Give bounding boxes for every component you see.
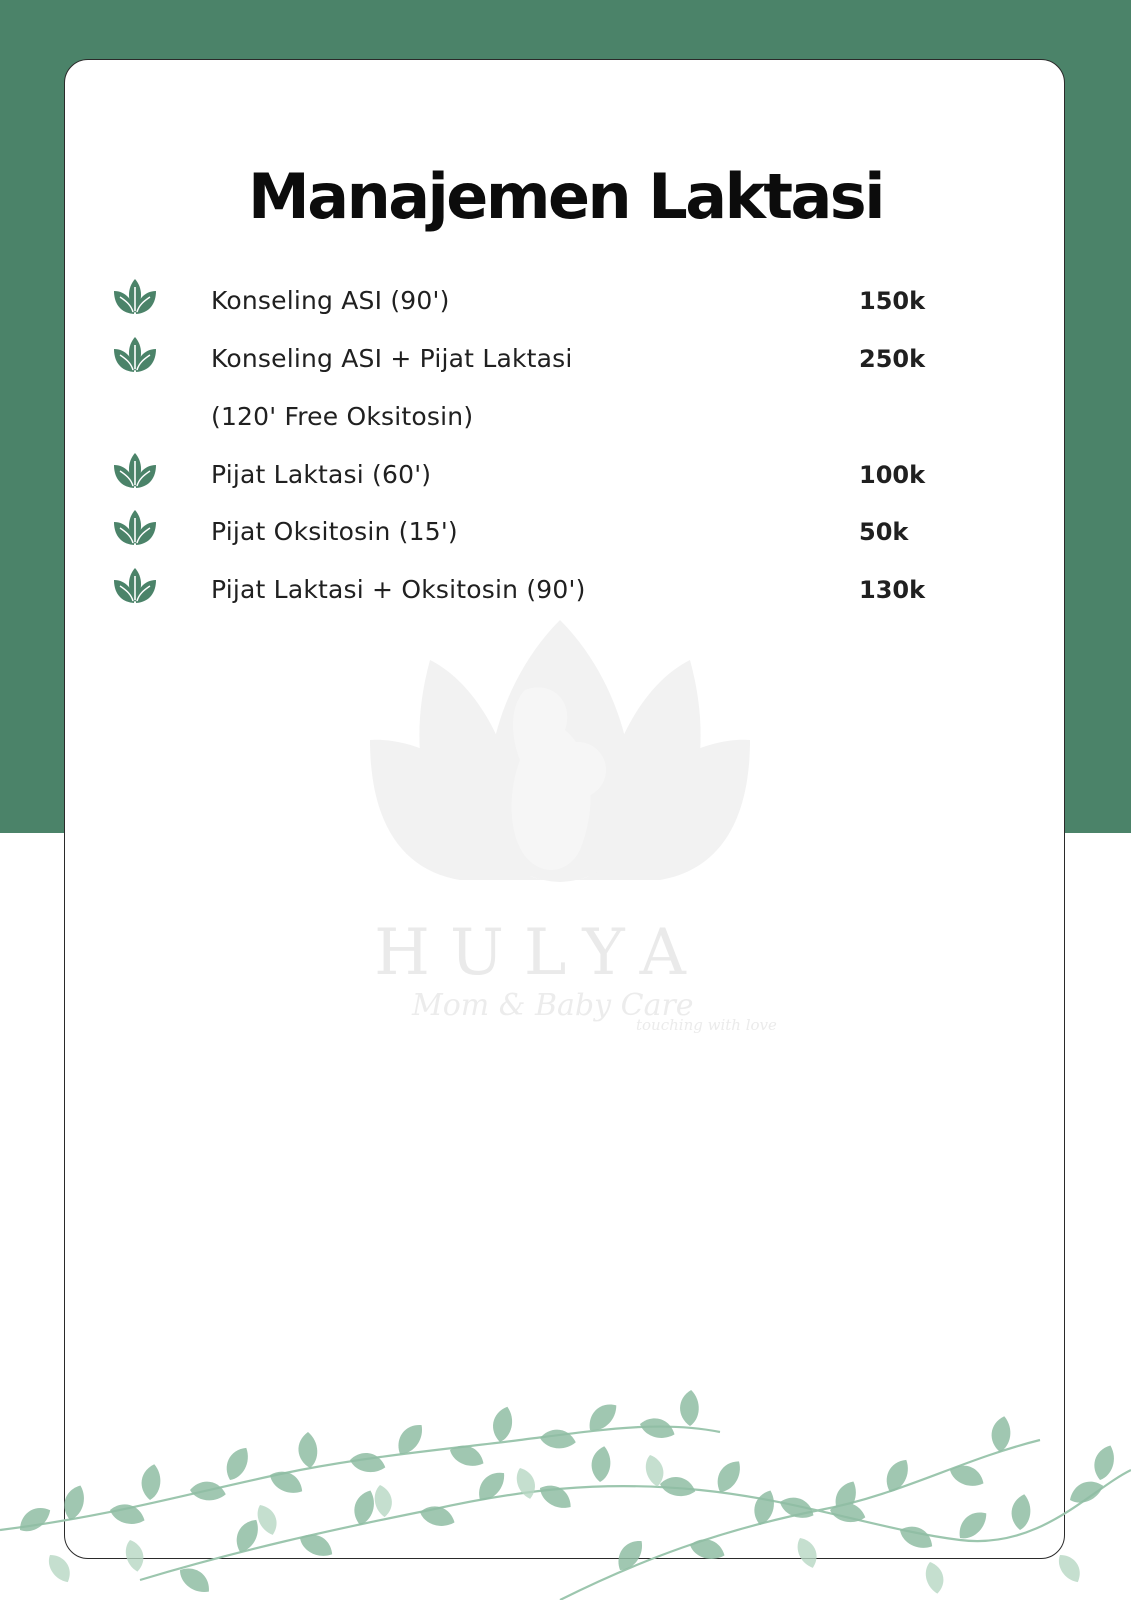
lotus-leaf-icon [112, 451, 158, 491]
service-price: 130k [859, 576, 926, 604]
service-row [0, 281, 1131, 321]
service-name: Pijat Laktasi (60') [211, 460, 432, 489]
service-row [0, 339, 1131, 379]
service-price: 100k [859, 461, 926, 489]
lotus-leaf-icon [112, 277, 158, 317]
watermark-tagline: touching with love [636, 1016, 777, 1034]
watermark-subtitle: Mom & Baby Care [412, 988, 694, 1023]
service-name: Konseling ASI + Pijat Laktasi [211, 344, 573, 373]
service-name: Konseling ASI (90') [211, 286, 450, 315]
service-name: Pijat Oksitosin (15') [211, 517, 458, 546]
watermark-brand: HULYA [374, 916, 706, 990]
service-name: Pijat Laktasi + Oksitosin (90') [211, 575, 586, 604]
eucalyptus-vine-icon [0, 1380, 1131, 1600]
service-row-continued [0, 397, 1131, 437]
service-price: 150k [859, 287, 926, 315]
service-price: 250k [859, 345, 926, 373]
service-name-note: (120' Free Oksitosin) [211, 402, 474, 431]
hulya-watermark-logo [360, 620, 780, 1040]
lotus-leaf-icon [112, 335, 158, 375]
lotus-leaf-icon [112, 508, 158, 548]
service-row [0, 512, 1131, 552]
lotus-leaf-icon [112, 566, 158, 606]
service-row [0, 570, 1131, 610]
service-price: 50k [859, 518, 909, 546]
service-row [0, 455, 1131, 495]
lotus-watermark-icon [360, 620, 780, 920]
page-title: Manajemen Laktasi [248, 160, 883, 233]
